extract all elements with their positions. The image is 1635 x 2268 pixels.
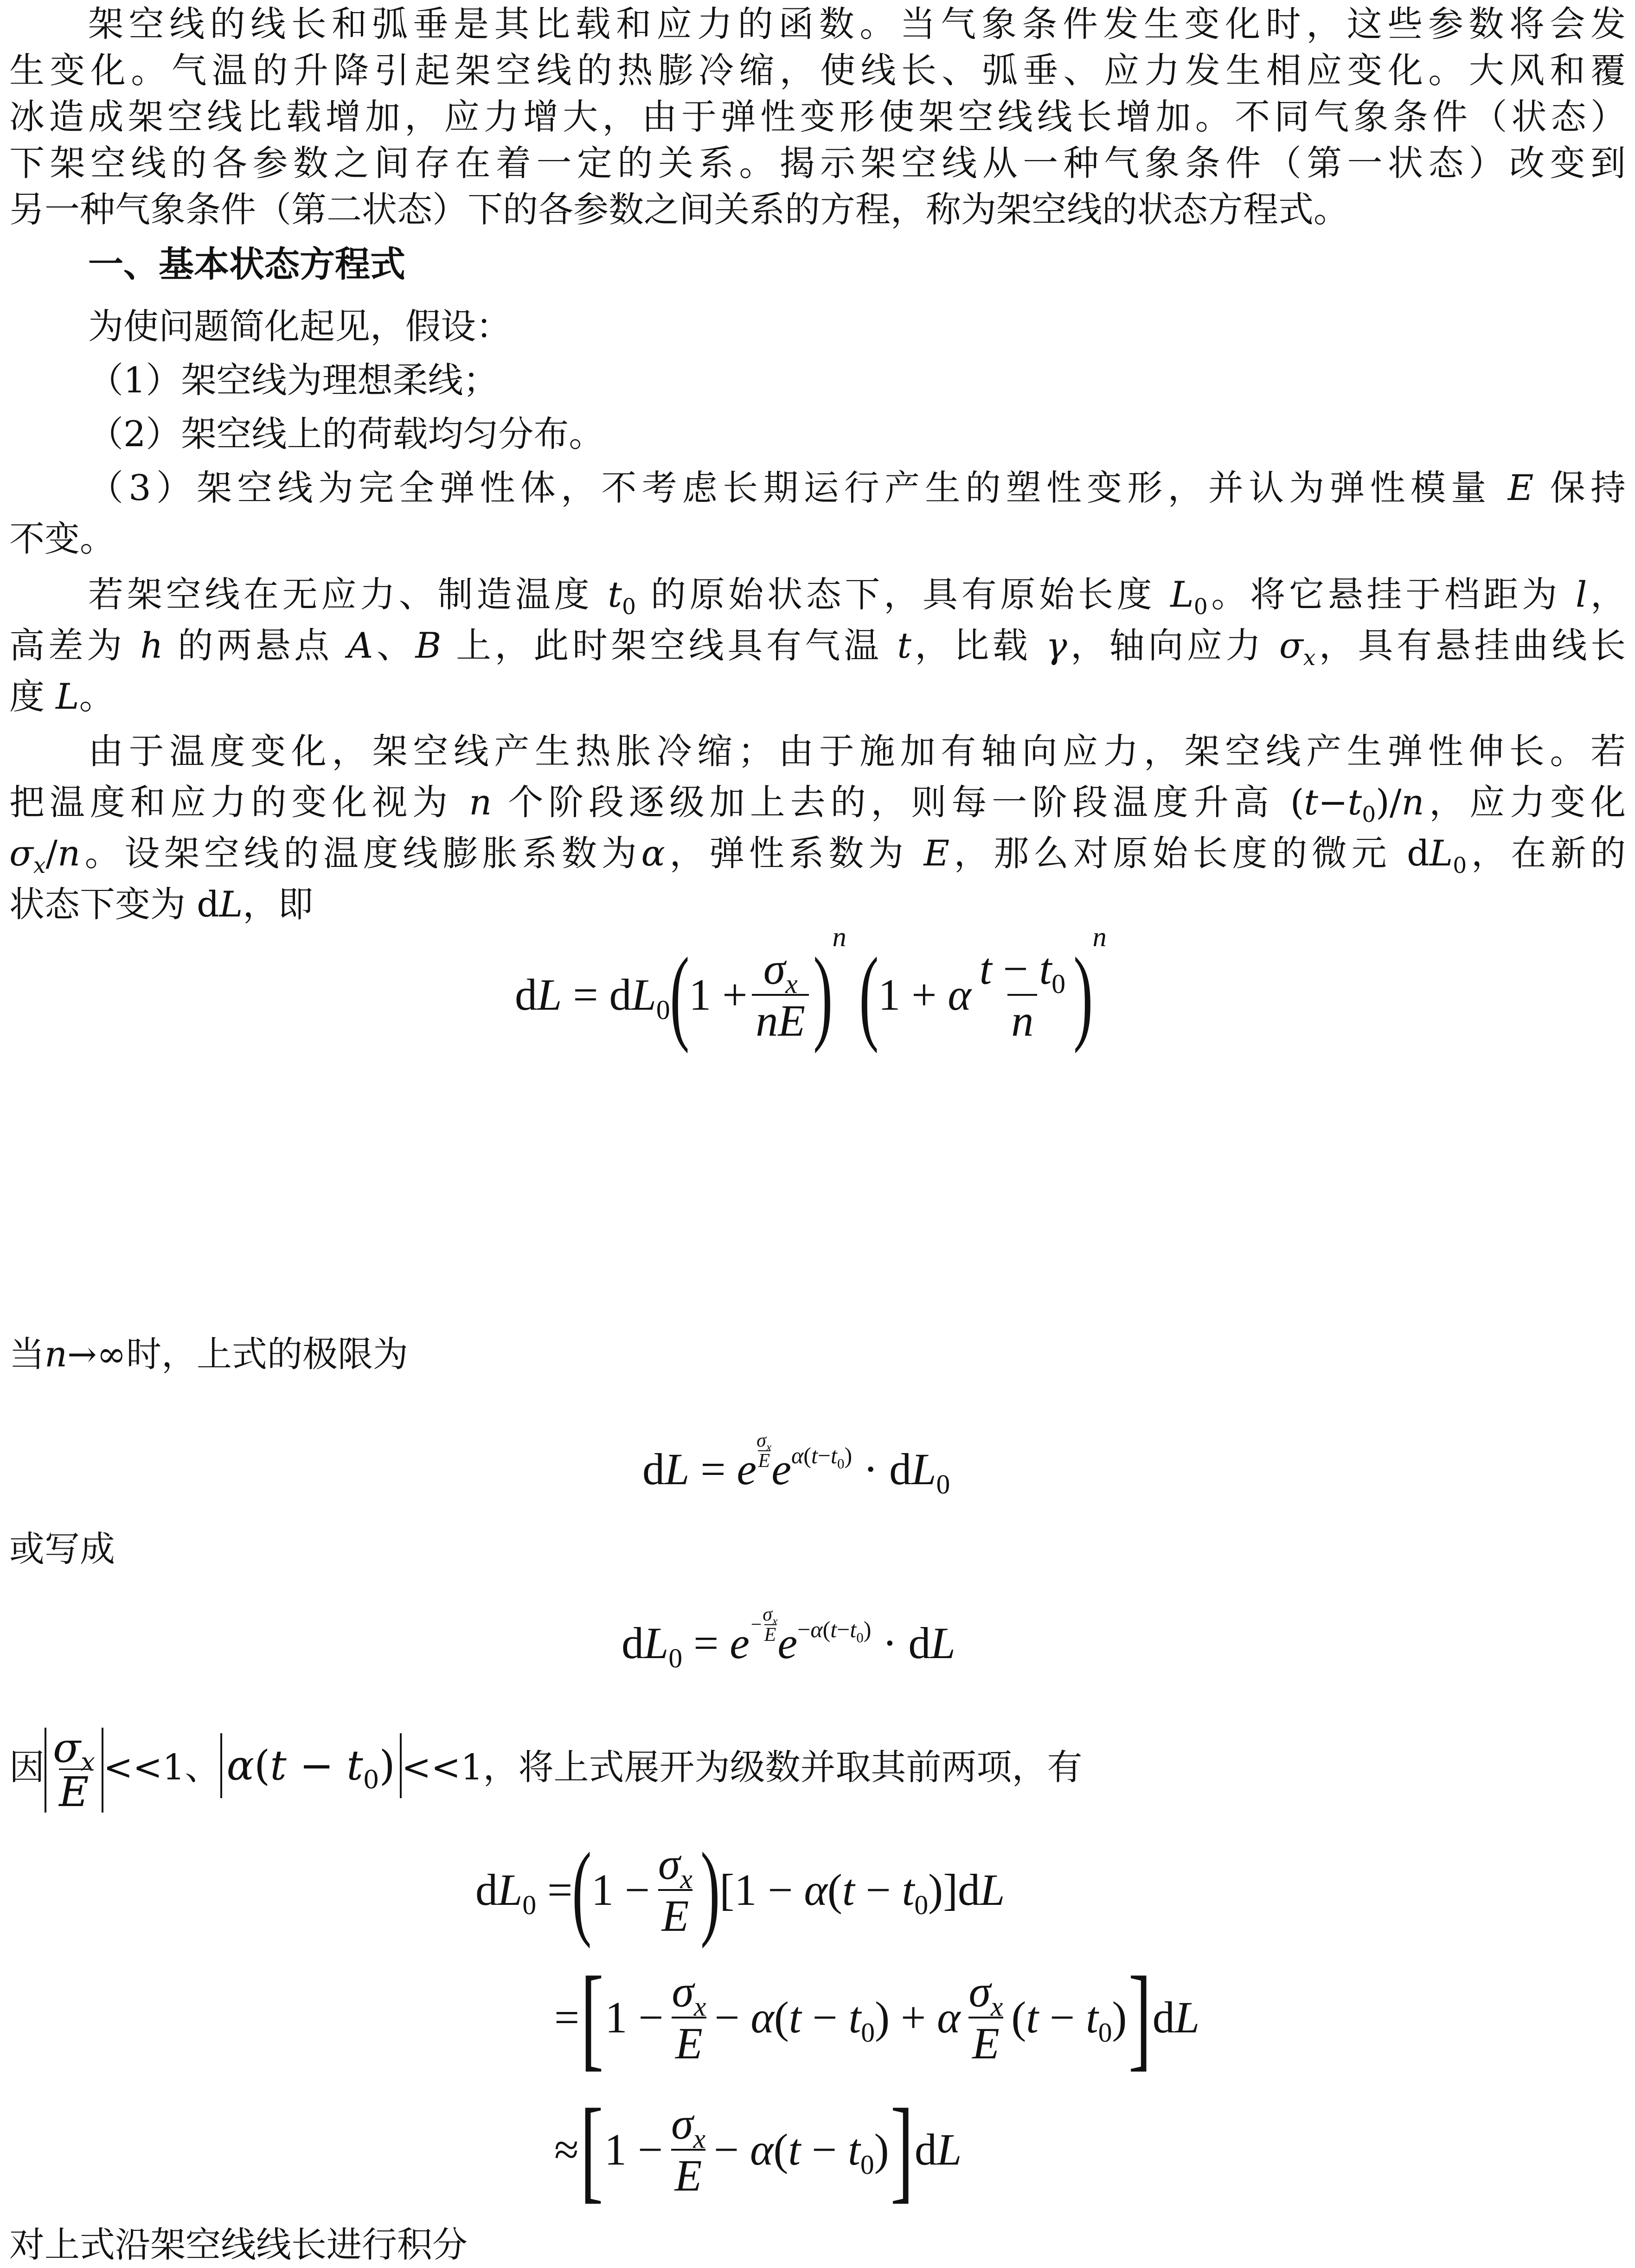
equation-inverse: $dL_0 = e$ − $\frac{\sigma_x}{E}$ e $-\alpha(t-t_0)$ · dL [622,1604,955,1674]
expand-line-1: 由于温度变化，架空线产生热胀冷缩；由于施加有轴向应力，架空线产生弹性伸长。若 [88,730,1626,772]
equation-series-3: ≈ [ 1 − $\frac{\sigma_x}{E}$ − $\alpha(t - t_0)$ ] dL [554,2085,962,2214]
state-line-1: 若架空线在无应力、制造温度 $t_0$ 的原始状态下，具有原始长度 $L_0$。将它悬挂于档距为 l， [88,574,1626,620]
assumptions-intro: 为使问题简化起见，假设： [88,306,511,347]
integrate-text: 对上式沿架空线线长进行积分 [9,2224,468,2265]
intro-line-4: 下架空线的各参数之间存在着一定的关系。揭示架空线从一种气象条件（第一状态）改变到 [9,142,1626,184]
intro-line-5: 另一种气象条件（第二状态）下的各参数之间关系的方程，称为架空线的状态方程式。 [9,189,1349,230]
or-text: 或写成 [9,1528,115,1570]
state-line-2: 高差为 h 的两悬点 A、B 上，此时架空线具有气温 t，比载 γ，轴向应力 $\sigma_x$，具有悬挂曲线长 [9,625,1626,671]
equation-discrete: dL = $dL_0$ ( 1 + $\frac{\sigma_x}{nE}$ ) n ( 1 + α $\frac{t - t_0}{n}$ ) n [515,922,1107,1054]
assumption-1: （1）架空线为理想柔线； [88,359,499,401]
expand-line-4: 状态下变为 dL，即 [9,884,314,925]
because-text: 因 $\frac{\sigma_x}{E}$ <<1、 $\alpha(t - t_0) <<1$，将上式展开为级数并取其前两项，有 [9,1724,1083,1816]
expand-line-2: 把温度和应力的变化视为 n 个阶段逐级加上去的，则每一阶段温度升高 $(t-t_0)/n$，应力变化 [9,782,1626,828]
section-heading: 一、基本状态方程式 [88,243,405,285]
equation-limit: dL = e $\sigma_x$ E e $\alpha(t-t_0)$ · $dL_0$ [642,1430,950,1500]
intro-line-1: 架空线的线长和弧垂是其比载和应力的函数。当气象条件发生变化时，这些参数将会发 [88,3,1626,45]
intro-line-3: 冰造成架空线比载增加，应力增大，由于弹性变形使架空线线长增加。不同气象条件（状态） [9,96,1626,137]
expand-line-3: $\sigma_x/n$。设架空线的温度线膨胀系数为α，弹性系数为 E，那么对原始长度的微元 $dL_0$，在新的 [9,833,1626,879]
assumption-3: （3）架空线为完全弹性体，不考虑长期运行产生的塑性变形，并认为弹性模量 E 保持 [88,467,1626,508]
equation-series-2: = [ 1 − $\frac{\sigma_x}{E}$ − $\alpha(t - t_0) + \alpha$ $\frac{\sigma_x}{E}$ $(t - t_0)$ ] dL [554,1953,1200,2082]
intro-line-2: 生变化。气温的升降引起架空线的热膨冷缩，使线长、弧垂、应力发生相应变化。大风和覆 [9,50,1626,91]
limit-text: 当n→∞时，上式的极限为 [9,1333,408,1375]
assumption-2: （2）架空线上的荷载均匀分布。 [88,413,604,455]
assumption-3-cont: 不变。 [9,518,115,559]
state-line-3: 度 L。 [9,676,115,717]
equation-series-1: $dL_0$ = ( 1 − $\frac{\sigma_x}{E}$ ) $[1 - \alpha(t - t_0)]dL$ [475,1831,1005,1949]
